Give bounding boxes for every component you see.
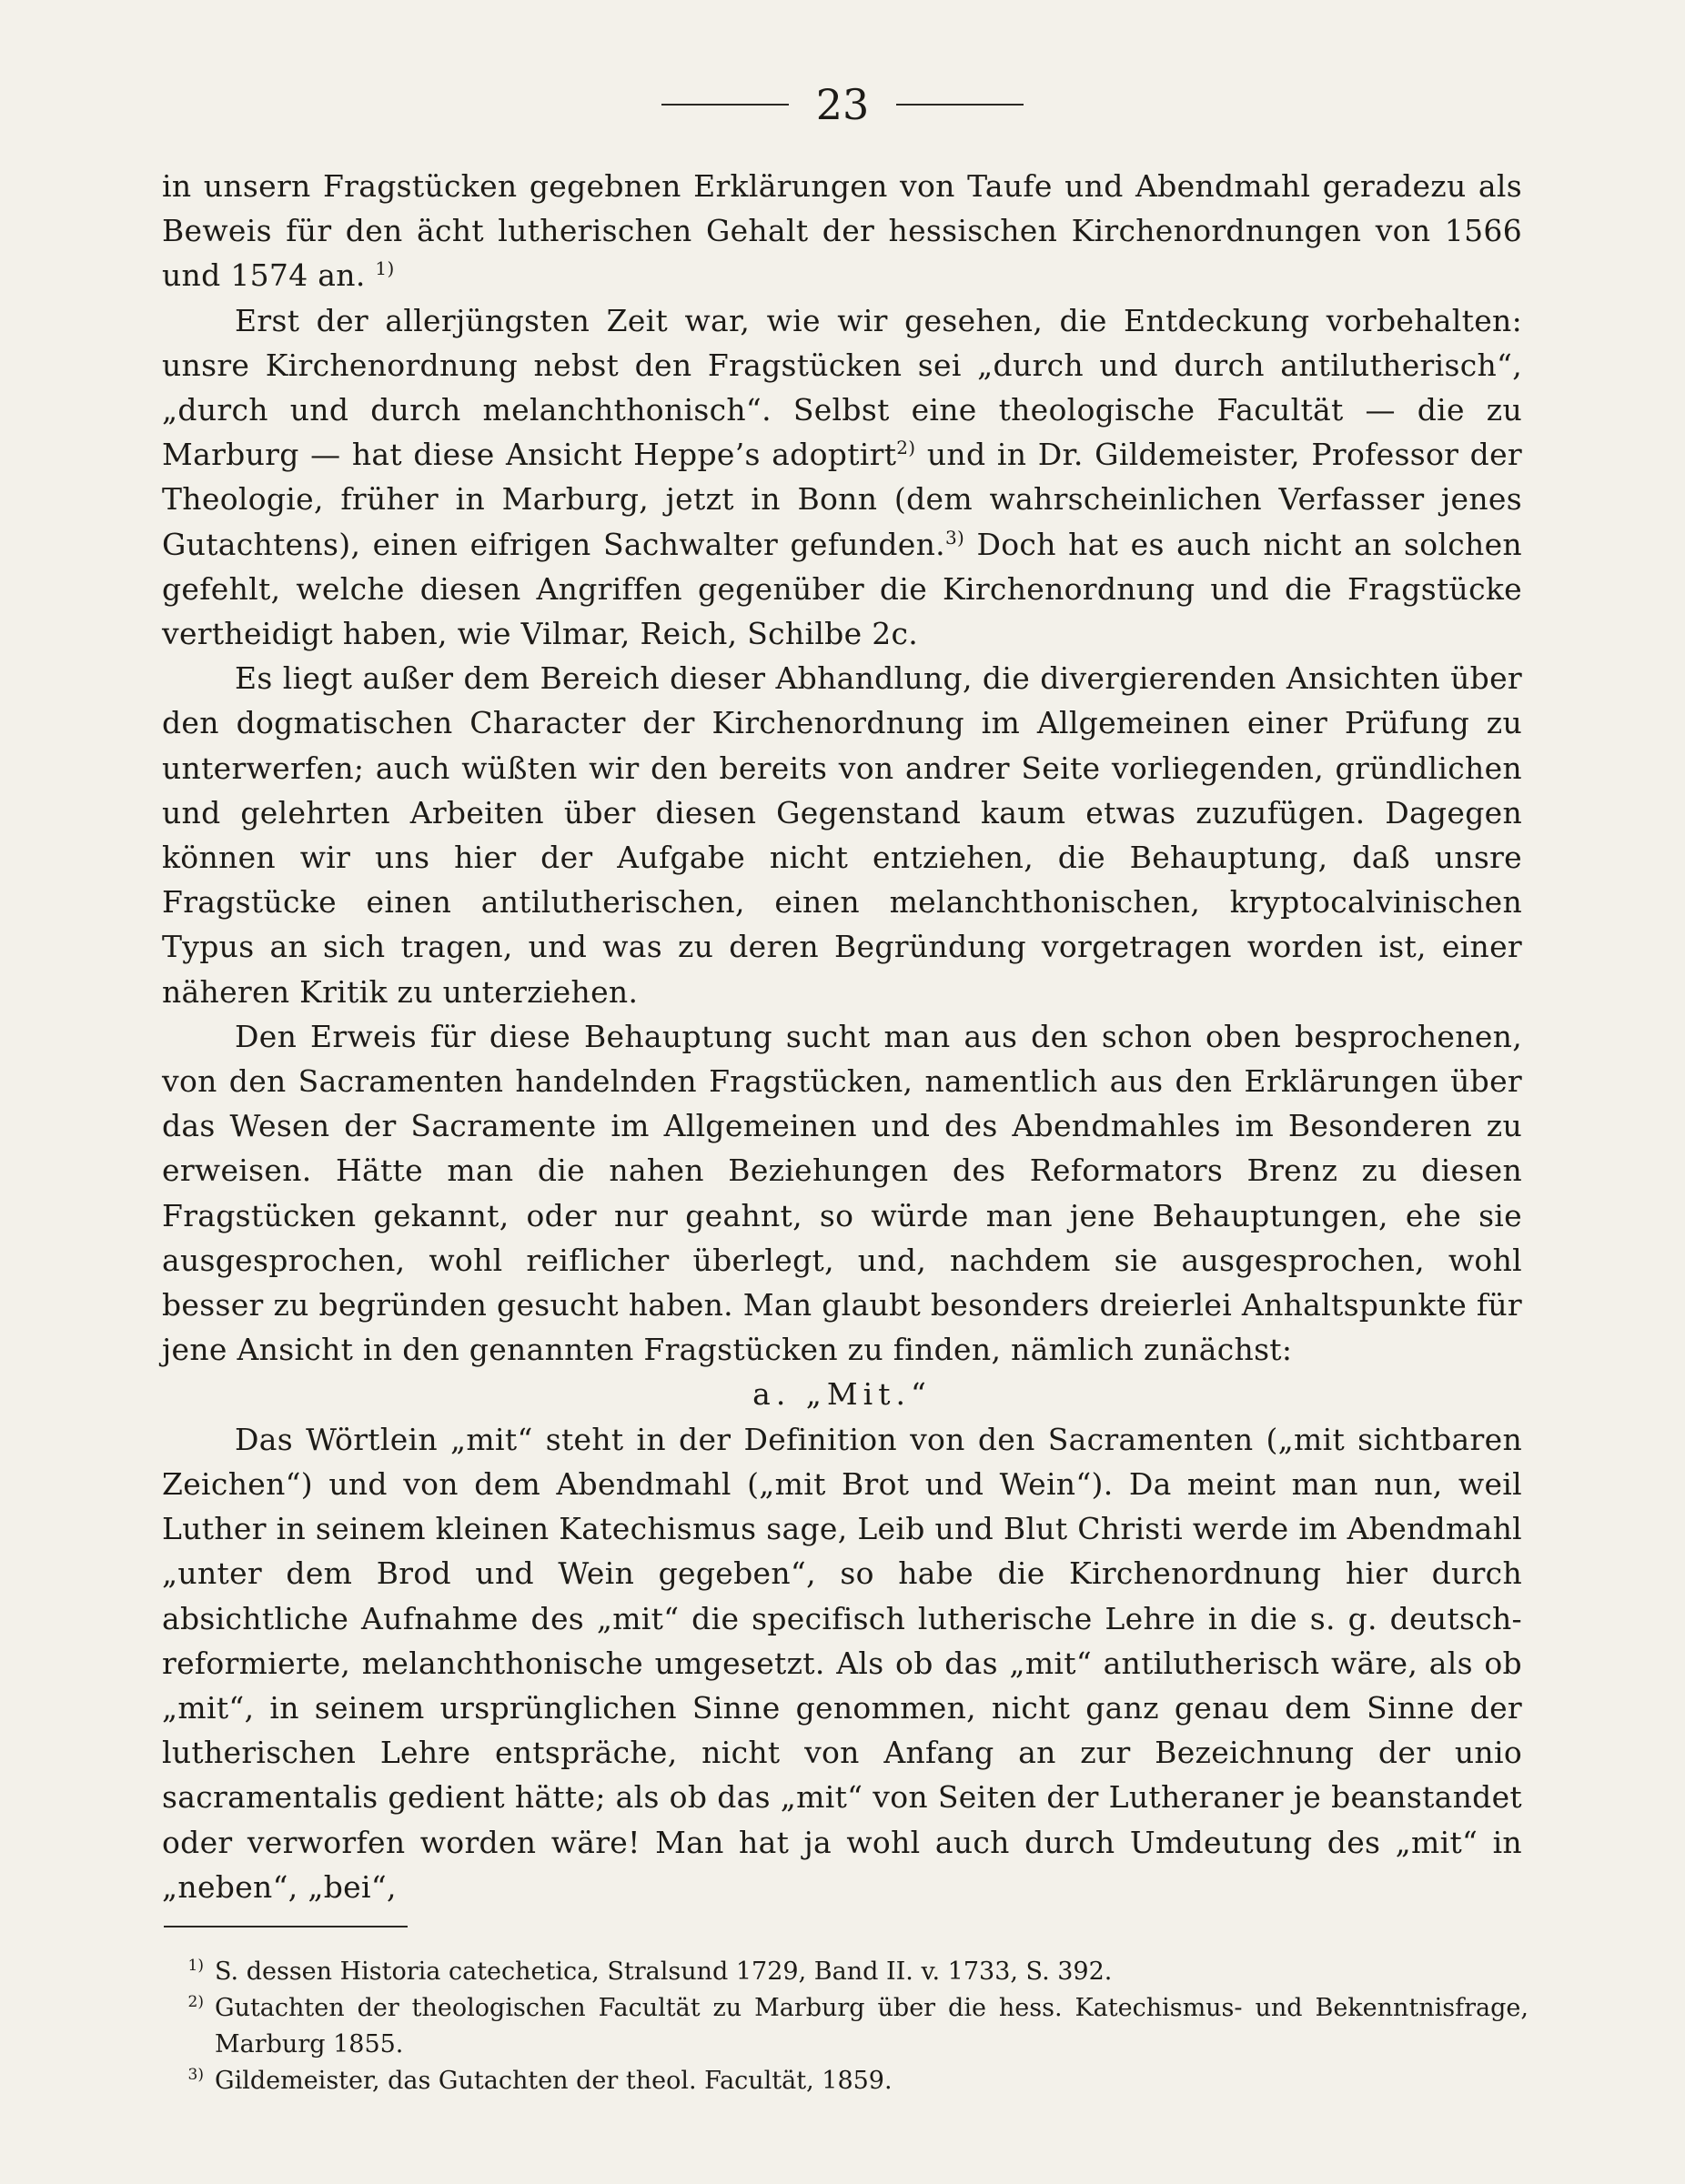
footnotes bbox=[164, 1954, 1529, 2099]
footnote-1 bbox=[164, 1954, 1529, 1990]
paragraph-1 bbox=[162, 164, 1522, 298]
paragraph-text: Den Erweis für diese Behauptung sucht man aus den schon oben besprochenen, von den Sacramenten handelnden Fragstücken, namentlich aus den Erklärungen über das Wesen der Sacramente im Allgemeinen und des Abendmahles im Besonderen zu erweisen. Hätte man die nahen Beziehungen des Reformators Brenz zu diesen Fragstücken gekannt, oder nur geahnt, so würde man jene Behauptungen, ehe sie ausgesprochen, wohl reiflicher überlegt, und, nachdem sie ausgesprochen, wohl besser zu begründen gesucht haben. Man glaubt besonders dreierlei Anhaltspunkte für jene Ansicht in den genannten Fragstücken zu finden, nämlich zunächst: bbox=[162, 1018, 1522, 1368]
footnote-mark-text: 3) bbox=[187, 2066, 204, 2084]
paragraph-text: Erst der allerjüngsten Zeit war, wie wir gesehen, die Entdeckung vorbehalten: unsre Kirchenordnung nebst den Fragstücken sei „durch und durch antilutherisch“, „durch und durch melanchthonisch“. Selbst eine theologische Facultät — die zu Marburg — hat diese Ansicht Heppe’s adoptirt bbox=[162, 302, 1522, 473]
footnote-rule bbox=[164, 1926, 408, 1927]
footnote-2 bbox=[164, 1990, 1529, 2063]
footnote-ref: 1) bbox=[375, 257, 395, 280]
footnote-ref: 2) bbox=[896, 437, 916, 459]
footnote-mark bbox=[164, 1990, 215, 2063]
paragraph-text: und in Dr. Gildemeister, Professor der Theologie, früher in Marburg, jetzt in Bonn (dem wahrscheinlichen Verfasser jenes Gutachtens), einen eifrigen Sachwalter gefunden. bbox=[162, 437, 1522, 562]
footnote-text: Gildemeister, das Gutachten der theol. Facultät, 1859. bbox=[215, 2067, 893, 2095]
paragraph-text: Es liegt außer dem Bereich dieser Abhandlung, die divergierenden Ansichten über den dogmatischen Character der Kirchenordnung im Allgemeinen einer Prüfung zu unterwerfen; auch wüßten wir den bereits von andrer Seite vorliegenden, gründlichen und gelehrten Arbeiten über diesen Gegenstand kaum etwas zuzufügen. Dagegen können wir uns hier der Aufgabe nicht entziehen, die Behauptung, daß unsre Fragstücke einen antilutherischen, einen melanchthonischen, kryptocalvinischen Typus an sich tragen, und was zu deren Begründung vorgetragen worden ist, einer näheren Kritik zu unterziehen. bbox=[162, 660, 1522, 1010]
footnote-mark-text: 1) bbox=[187, 1957, 204, 1975]
body-text bbox=[162, 164, 1522, 1909]
paragraph-4 bbox=[162, 1014, 1522, 1373]
page-header bbox=[0, 77, 1685, 132]
header-rule-left bbox=[661, 104, 789, 106]
footnote-3 bbox=[164, 2063, 1529, 2099]
footnote-text: S. dessen Historia catechetica, Stralsund 1729, Band II. v. 1733, S. 392. bbox=[215, 1958, 1113, 1986]
section-heading: a. „Mit.“ bbox=[752, 1376, 932, 1413]
paragraph-3 bbox=[162, 656, 1522, 1014]
paragraph-text: in unsern Fragstücken gegebnen Erklärungen von Taufe und Abendmahl geradezu als Beweis für den ächt lutherischen Gehalt der hessischen Kirchenordnungen von 1566 und 1574 an. bbox=[162, 168, 1522, 294]
paragraph-2 bbox=[162, 298, 1522, 657]
paragraph-5 bbox=[162, 1417, 1522, 1909]
footnote-ref: 3) bbox=[944, 526, 965, 549]
page-number: 23 bbox=[815, 80, 870, 129]
footnote-text: Gutachten der theologischen Facultät zu Marburg über die hess. Katechismus- und Bekenntnisfrage, Marburg 1855. bbox=[215, 1994, 1529, 2058]
footnote-mark bbox=[164, 2063, 215, 2099]
footnote-mark bbox=[164, 1954, 215, 1990]
footnote-mark-text: 2) bbox=[187, 1993, 204, 2011]
header-rule-right bbox=[896, 104, 1024, 106]
paragraph-text: Das Wörtlein „mit“ steht in der Definition von den Sacramenten („mit sichtbaren Zeichen“) und von dem Abendmahl („mit Brot und Wein“). Da meint man nun, weil Luther in seinem kleinen Katechismus sage, Leib und Blut Christi werde im Abendmahl „unter dem Brod und Wein gegeben“, so habe die Kirchenordnung hier durch absichtliche Aufnahme des „mit“ die specifisch lutherische Lehre in die s. g. deutsch-reformierte, melanchthonische umgesetzt. Als ob das „mit“ antilutherisch wäre, als ob „mit“, in seinem ursprünglichen Sinne genommen, nicht ganz genau dem Sinne der lutherischen Lehre entspräche, nicht von Anfang an zur Bezeichnung der unio sacramentalis gedient hätte; als ob das „mit“ von Seiten der Lutheraner je beanstandet oder verworfen worden wäre! Man hat ja wohl auch durch Umdeutung des „mit“ in „neben“, „bei“, bbox=[162, 1421, 1522, 1905]
paragraph-text: Doch hat es auch nicht an solchen gefehlt, welche diesen Angriffen gegenüber die Kirchenordnung und die Fragstücke vertheidigt haben, wie Vilmar, Reich, Schilbe 2c. bbox=[162, 526, 1522, 652]
